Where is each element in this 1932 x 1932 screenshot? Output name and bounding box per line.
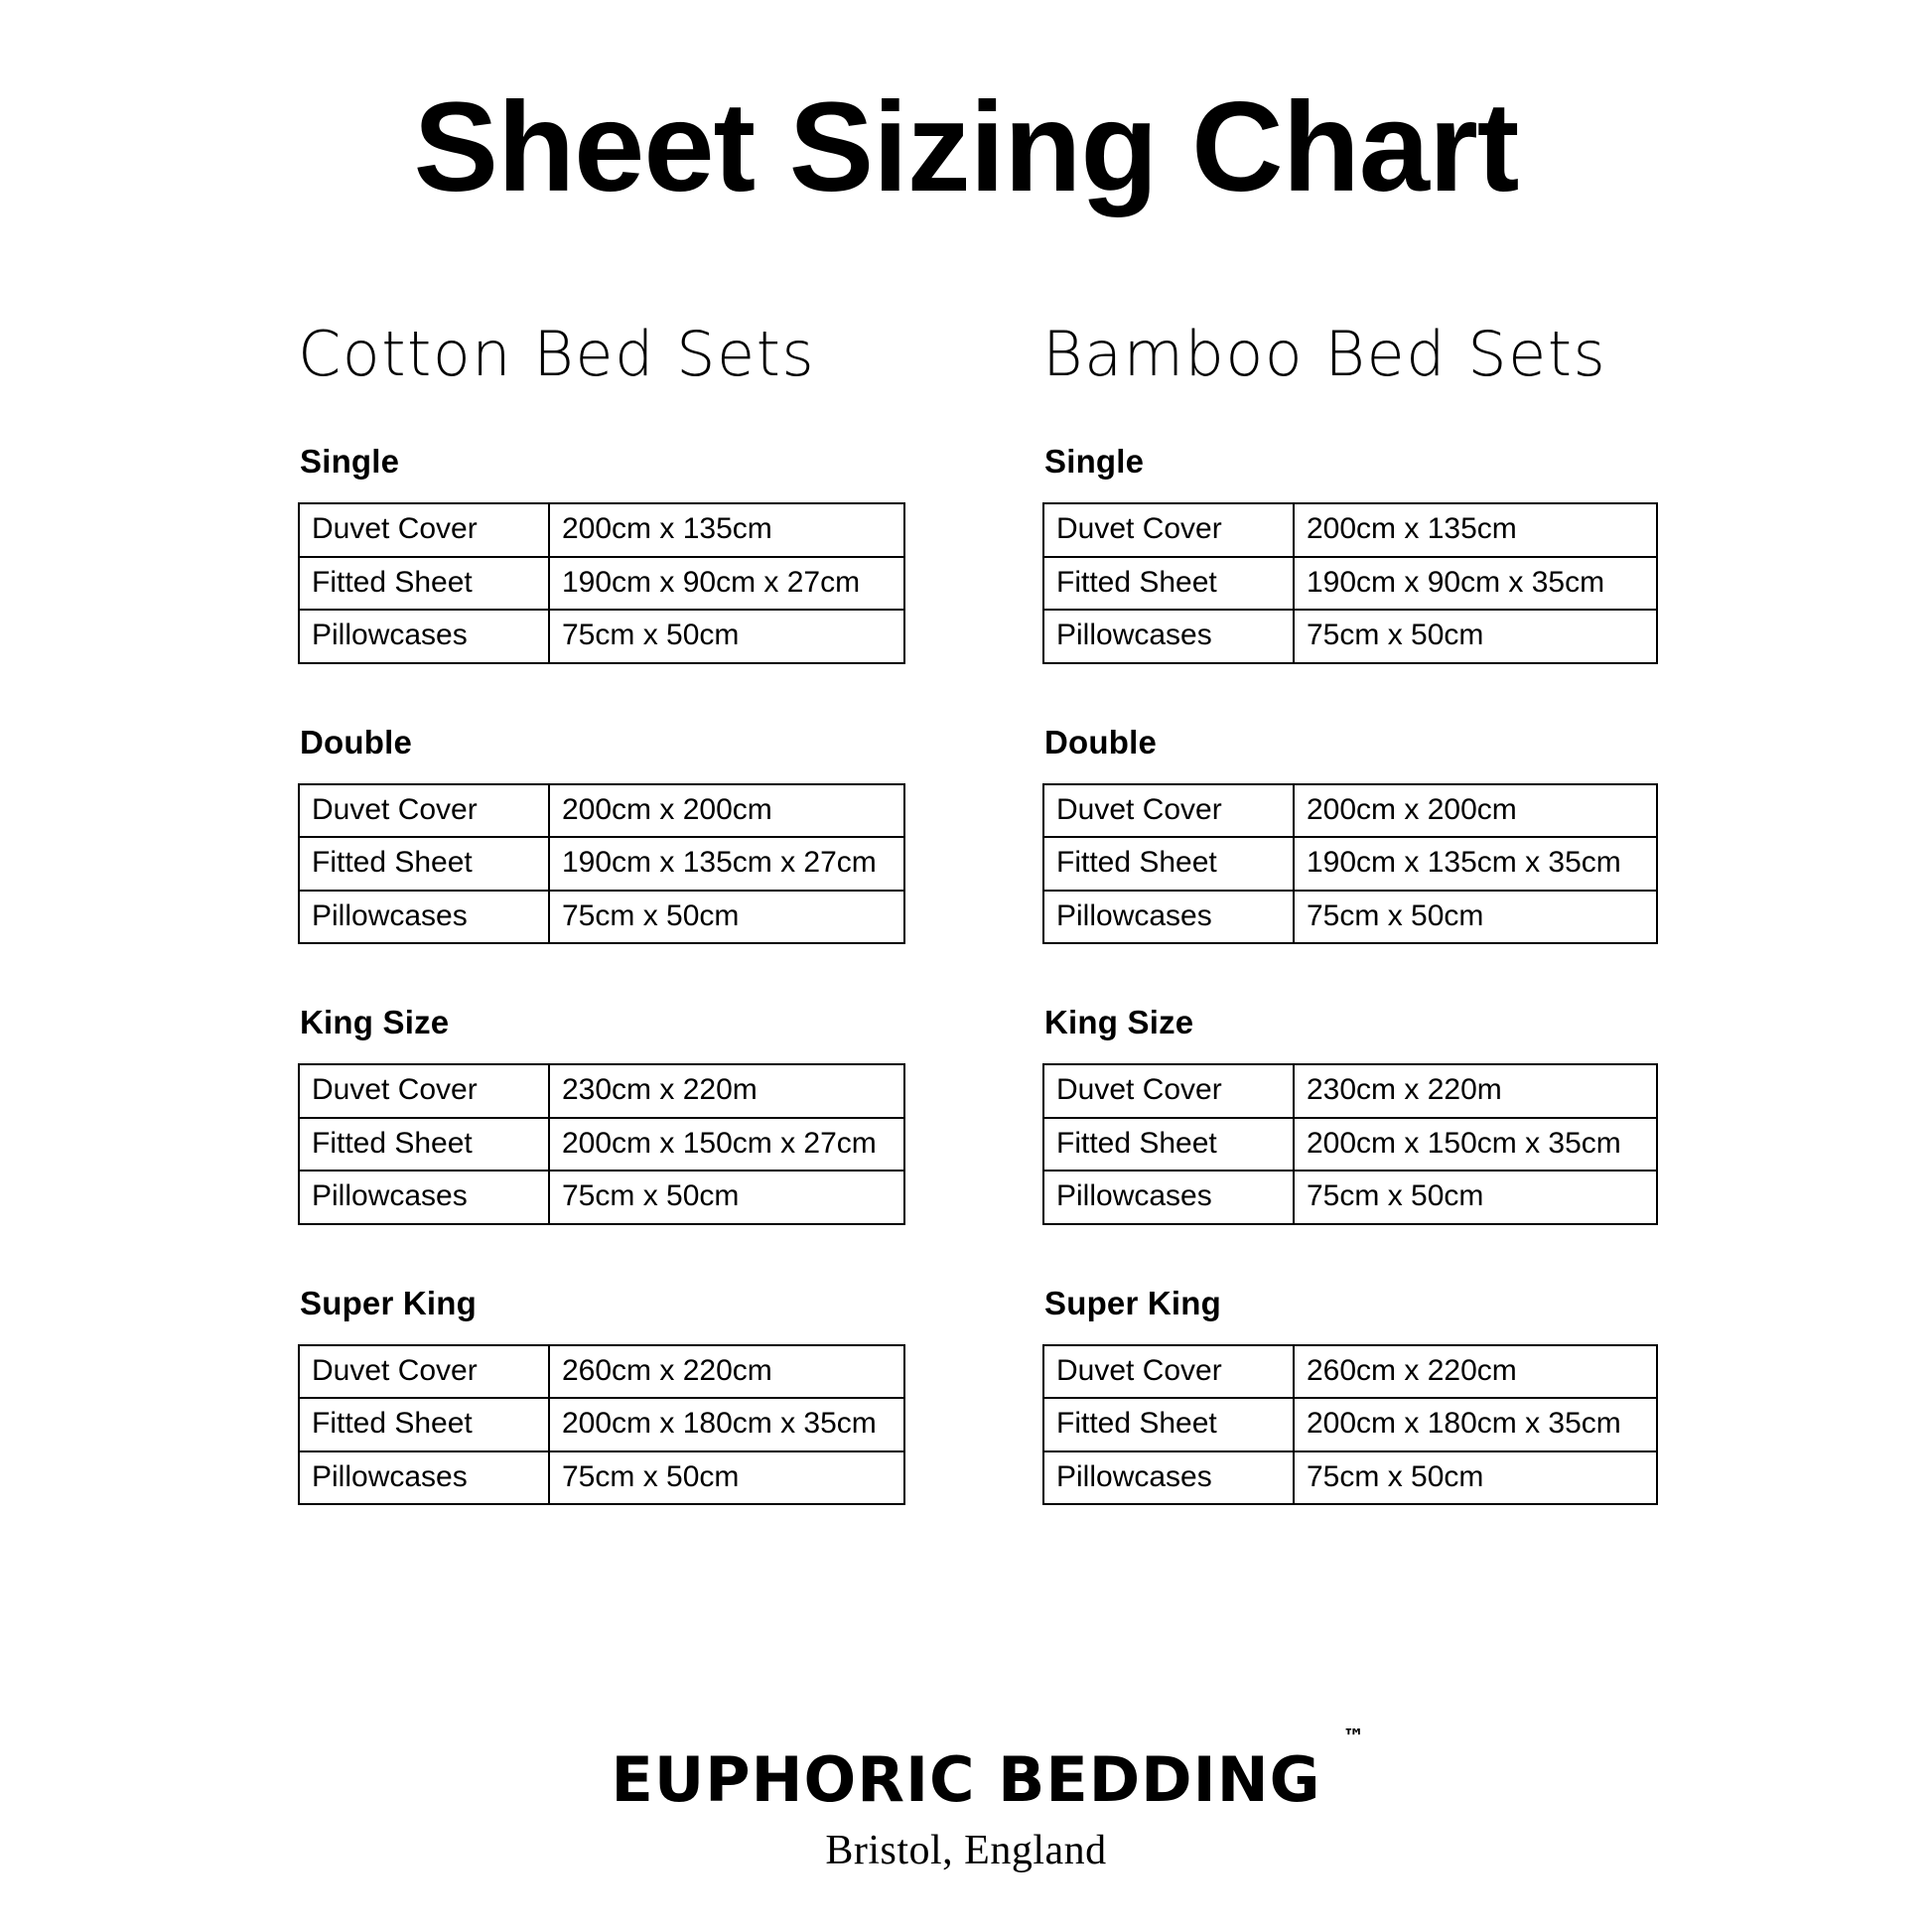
row-value: 200cm x 135cm (549, 503, 904, 557)
row-value: 75cm x 50cm (1294, 610, 1657, 663)
column-bamboo (1042, 318, 1777, 1505)
size-table (1042, 1063, 1658, 1225)
table-row (299, 1171, 904, 1224)
row-value: 75cm x 50cm (549, 1171, 904, 1224)
row-value: 230cm x 220m (1294, 1064, 1657, 1118)
row-label: Pillowcases (1043, 610, 1294, 663)
row-label: Fitted Sheet (299, 557, 549, 611)
row-value: 200cm x 200cm (1294, 784, 1657, 838)
row-label: Fitted Sheet (299, 1398, 549, 1451)
section-bamboo-super-king (1042, 1285, 1777, 1506)
row-label: Pillowcases (1043, 1451, 1294, 1505)
row-label: Duvet Cover (1043, 1345, 1294, 1399)
table-row (1043, 1118, 1657, 1172)
footer (0, 1725, 1932, 1874)
table-row (299, 1345, 904, 1399)
size-table (298, 1063, 905, 1225)
table-row (1043, 1451, 1657, 1505)
table-row (299, 1118, 904, 1172)
section-title: Super King (1044, 1284, 1222, 1321)
section-title: Single (300, 443, 400, 481)
table-row (299, 1451, 904, 1505)
column-heading-cotton: Cotton Bed Sets (298, 318, 816, 391)
table-row (1043, 1398, 1657, 1451)
row-value: 190cm x 135cm x 35cm (1294, 837, 1657, 891)
table-row (299, 837, 904, 891)
table-row (1043, 503, 1657, 557)
row-value: 200cm x 180cm x 35cm (549, 1398, 904, 1451)
row-value: 200cm x 150cm x 35cm (1294, 1118, 1657, 1172)
size-table (298, 783, 905, 945)
brand-logo (611, 1725, 1365, 1816)
size-table (1042, 1344, 1658, 1506)
trademark-icon: ™ (1342, 1725, 1365, 1750)
table-row (1043, 610, 1657, 663)
row-value: 230cm x 220m (549, 1064, 904, 1118)
table-row (1043, 1064, 1657, 1118)
row-label: Fitted Sheet (299, 837, 549, 891)
section-title: Double (1044, 723, 1158, 760)
row-value: 200cm x 135cm (1294, 503, 1657, 557)
section-bamboo-double (1042, 724, 1777, 945)
row-value: 190cm x 135cm x 27cm (549, 837, 904, 891)
brand-name: EUPHORIC BEDDING (611, 1743, 1321, 1816)
row-label: Pillowcases (1043, 1171, 1294, 1224)
section-cotton-double (298, 724, 1033, 945)
row-label: Fitted Sheet (1043, 837, 1294, 891)
row-value: 75cm x 50cm (549, 891, 904, 944)
row-label: Fitted Sheet (1043, 1398, 1294, 1451)
row-value: 75cm x 50cm (1294, 891, 1657, 944)
row-label: Pillowcases (299, 891, 549, 944)
row-value: 190cm x 90cm x 35cm (1294, 557, 1657, 611)
section-bamboo-king (1042, 1004, 1777, 1225)
section-cotton-king (298, 1004, 1033, 1225)
row-label: Fitted Sheet (1043, 557, 1294, 611)
section-title: Super King (300, 1284, 478, 1321)
columns-container (0, 318, 1932, 1505)
size-table (1042, 502, 1658, 664)
row-value: 200cm x 180cm x 35cm (1294, 1398, 1657, 1451)
table-row (1043, 1345, 1657, 1399)
row-value: 260cm x 220cm (549, 1345, 904, 1399)
row-label: Duvet Cover (1043, 1064, 1294, 1118)
table-row (299, 784, 904, 838)
size-table (298, 502, 905, 664)
row-label: Pillowcases (1043, 891, 1294, 944)
table-row (299, 610, 904, 663)
row-value: 200cm x 200cm (549, 784, 904, 838)
section-title: Single (1044, 443, 1145, 481)
row-label: Fitted Sheet (1043, 1118, 1294, 1172)
table-row (1043, 1171, 1657, 1224)
section-cotton-single (298, 443, 1033, 664)
row-value: 260cm x 220cm (1294, 1345, 1657, 1399)
row-value: 190cm x 90cm x 27cm (549, 557, 904, 611)
table-row (299, 1064, 904, 1118)
table-row (1043, 557, 1657, 611)
table-row (1043, 784, 1657, 838)
row-value: 75cm x 50cm (549, 610, 904, 663)
section-title: King Size (1044, 1004, 1194, 1041)
row-label: Duvet Cover (1043, 784, 1294, 838)
row-label: Pillowcases (299, 1171, 549, 1224)
row-label: Pillowcases (299, 1451, 549, 1505)
row-value: 200cm x 150cm x 27cm (549, 1118, 904, 1172)
row-label: Duvet Cover (299, 784, 549, 838)
table-row (299, 1398, 904, 1451)
row-label: Duvet Cover (299, 503, 549, 557)
row-label: Fitted Sheet (299, 1118, 549, 1172)
size-table (1042, 783, 1658, 945)
section-bamboo-single (1042, 443, 1777, 664)
row-value: 75cm x 50cm (1294, 1451, 1657, 1505)
section-title: Double (300, 723, 413, 760)
column-cotton (298, 318, 1033, 1505)
brand-location: Bristol, England (825, 1828, 1107, 1873)
table-row (1043, 837, 1657, 891)
table-row (299, 503, 904, 557)
table-row (1043, 891, 1657, 944)
section-cotton-super-king (298, 1285, 1033, 1506)
row-value: 75cm x 50cm (549, 1451, 904, 1505)
column-heading-bamboo: Bamboo Bed Sets (1042, 318, 1607, 391)
size-table (298, 1344, 905, 1506)
row-label: Duvet Cover (299, 1064, 549, 1118)
row-label: Duvet Cover (299, 1345, 549, 1399)
row-value: 75cm x 50cm (1294, 1171, 1657, 1224)
table-row (299, 891, 904, 944)
table-row (299, 557, 904, 611)
row-label: Duvet Cover (1043, 503, 1294, 557)
row-label: Pillowcases (299, 610, 549, 663)
page-title: Sheet Sizing Chart (413, 76, 1519, 218)
section-title: King Size (300, 1004, 450, 1041)
